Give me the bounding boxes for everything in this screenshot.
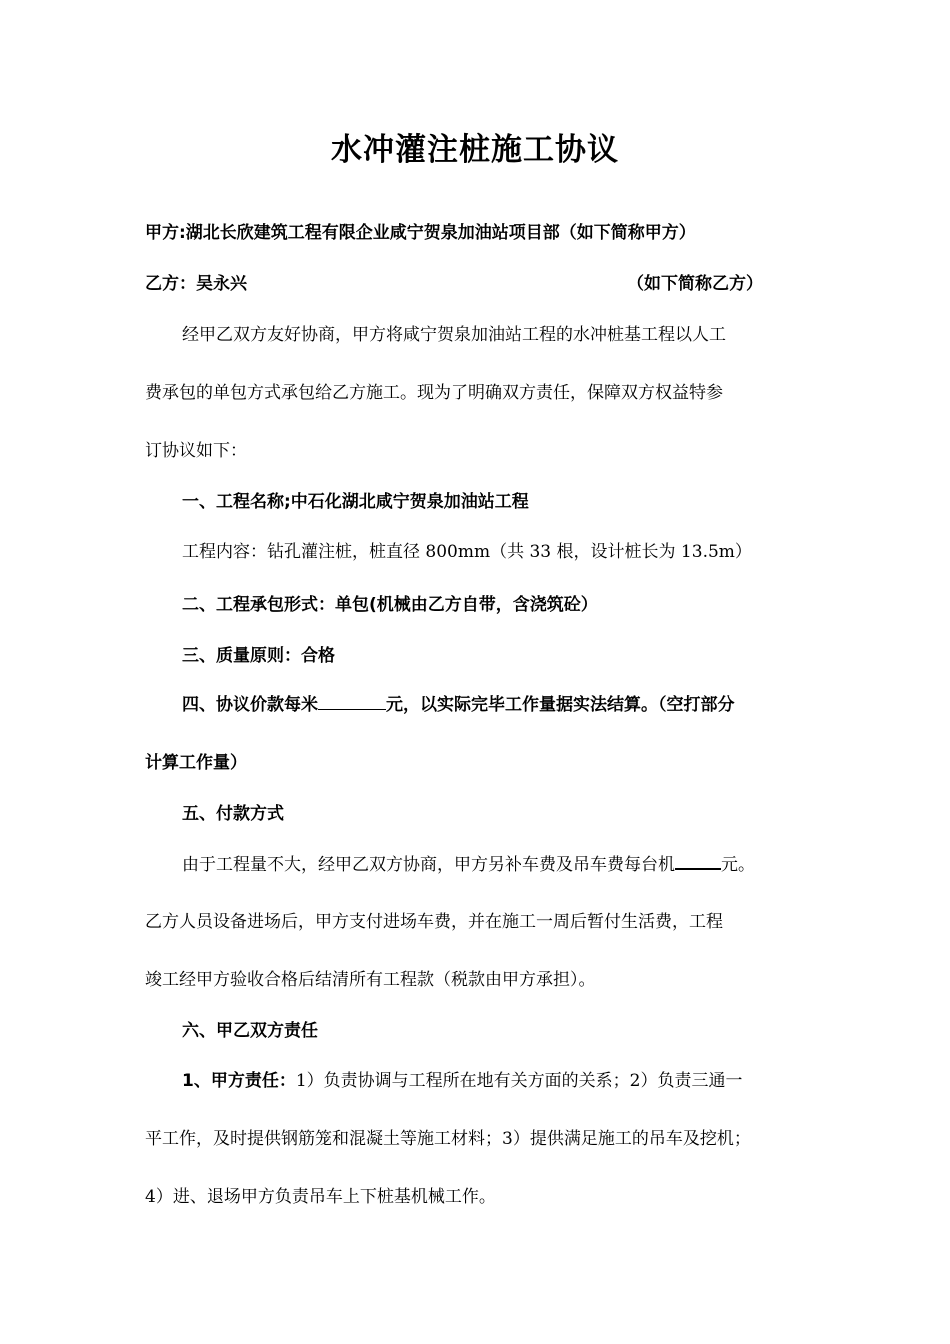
section-5-heading: 五、付款方式 [182, 804, 284, 824]
section-5-suffix: 元。 [721, 855, 755, 875]
section-3-heading: 三、质量原则：合格 [182, 646, 335, 666]
party-a-responsibility-text: 1）负责协调与工程所在地有关方面的关系；2）负责三通一 [295, 1071, 743, 1091]
section-2-heading: 二、工程承包形式：单包(机械由乙方自带，含浇筑砼） [182, 595, 598, 615]
party-a-responsibility-label: 1、甲方责任： [182, 1071, 296, 1091]
intro-line-2: 费承包的单包方式承包给乙方施工。现为了明确双方责任，保障双方权益特参 [145, 383, 723, 403]
price-blank [318, 694, 386, 710]
section-6-item-1-line-3: 4）进、退场甲方负责吊车上下桩基机械工作。 [145, 1187, 496, 1207]
section-4-suffix: 元，以实际完毕工作量据实法结算。（空打部分 [386, 695, 735, 715]
party-a-line: 甲方:湖北长欣建筑工程有限企业咸宁贺泉加油站项目部（如下简称甲方） [145, 223, 696, 243]
section-1-heading: 一、工程名称;中石化湖北咸宁贺泉加油站工程 [182, 492, 529, 512]
section-1-content: 工程内容：钻孔灌注桩，桩直径 800mm（共 33 根，设计桩长为 13.5m） [182, 542, 752, 562]
document-title: 水冲灌注桩施工协议 [331, 132, 619, 168]
section-4-line-1 [182, 694, 735, 716]
section-6-heading: 六、甲乙双方责任 [182, 1021, 318, 1041]
section-4-prefix: 四、协议价款每米 [182, 695, 318, 715]
section-5-line-3: 竣工经甲方验收合格后结清所有工程款（税款由甲方承担）。 [145, 970, 596, 990]
section-5-line-1 [182, 853, 755, 876]
section-5-line-2: 乙方人员设备进场后，甲方支付进场车费，并在施工一周后暂付生活费，工程 [145, 912, 723, 932]
party-b-tag: （如下简称乙方） [627, 274, 763, 294]
section-5-prefix: 由于工程量不大，经甲乙双方协商，甲方另补车费及吊车费每台机 [182, 855, 675, 875]
section-4-line-2: 计算工作量） [145, 753, 247, 773]
party-b-line [145, 273, 785, 295]
party-b-name: 乙方：吴永兴 [145, 274, 247, 294]
intro-line-3: 订协议如下： [145, 441, 247, 461]
fee-blank [675, 853, 721, 870]
section-6-item-1-line-1 [182, 1070, 742, 1092]
intro-line-1: 经甲乙双方友好协商，甲方将咸宁贺泉加油站工程的水冲桩基工程以人工 [182, 325, 726, 345]
section-6-item-1-line-2: 平工作，及时提供钢筋笼和混凝土等施工材料；3）提供满足施工的吊车及挖机； [145, 1129, 751, 1149]
